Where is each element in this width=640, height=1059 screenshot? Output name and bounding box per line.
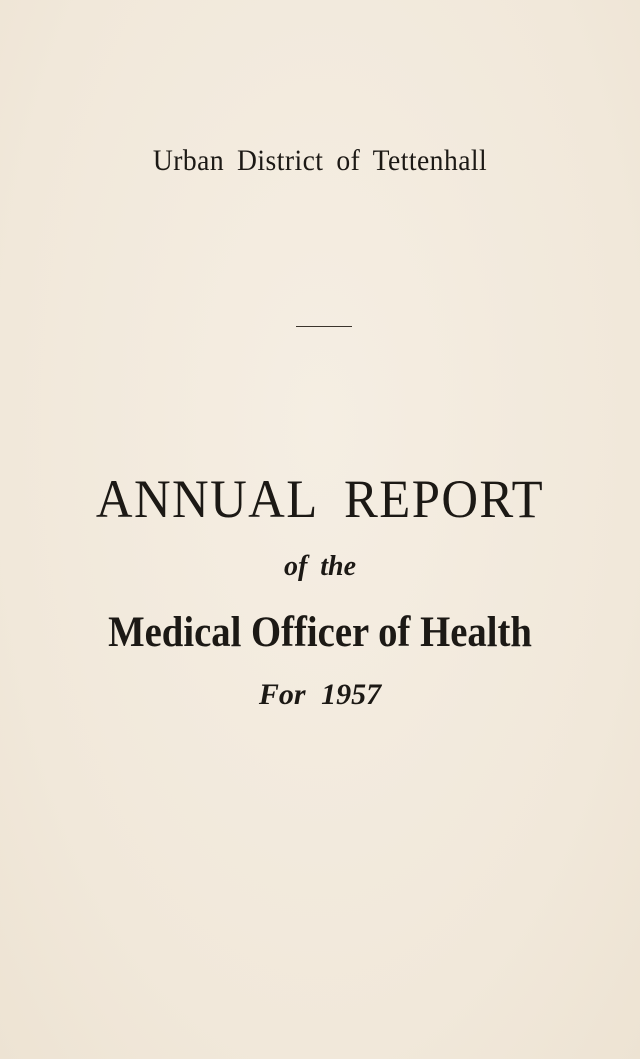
title-connector: of the [283,551,357,582]
officer-title: Medical Officer of Health [108,609,532,656]
report-year: For 1957 [258,678,382,711]
separator-rule [296,326,352,327]
authority-name: Urban District of Tettenhall [152,144,488,177]
report-title: ANNUAL REPORT [95,469,545,529]
